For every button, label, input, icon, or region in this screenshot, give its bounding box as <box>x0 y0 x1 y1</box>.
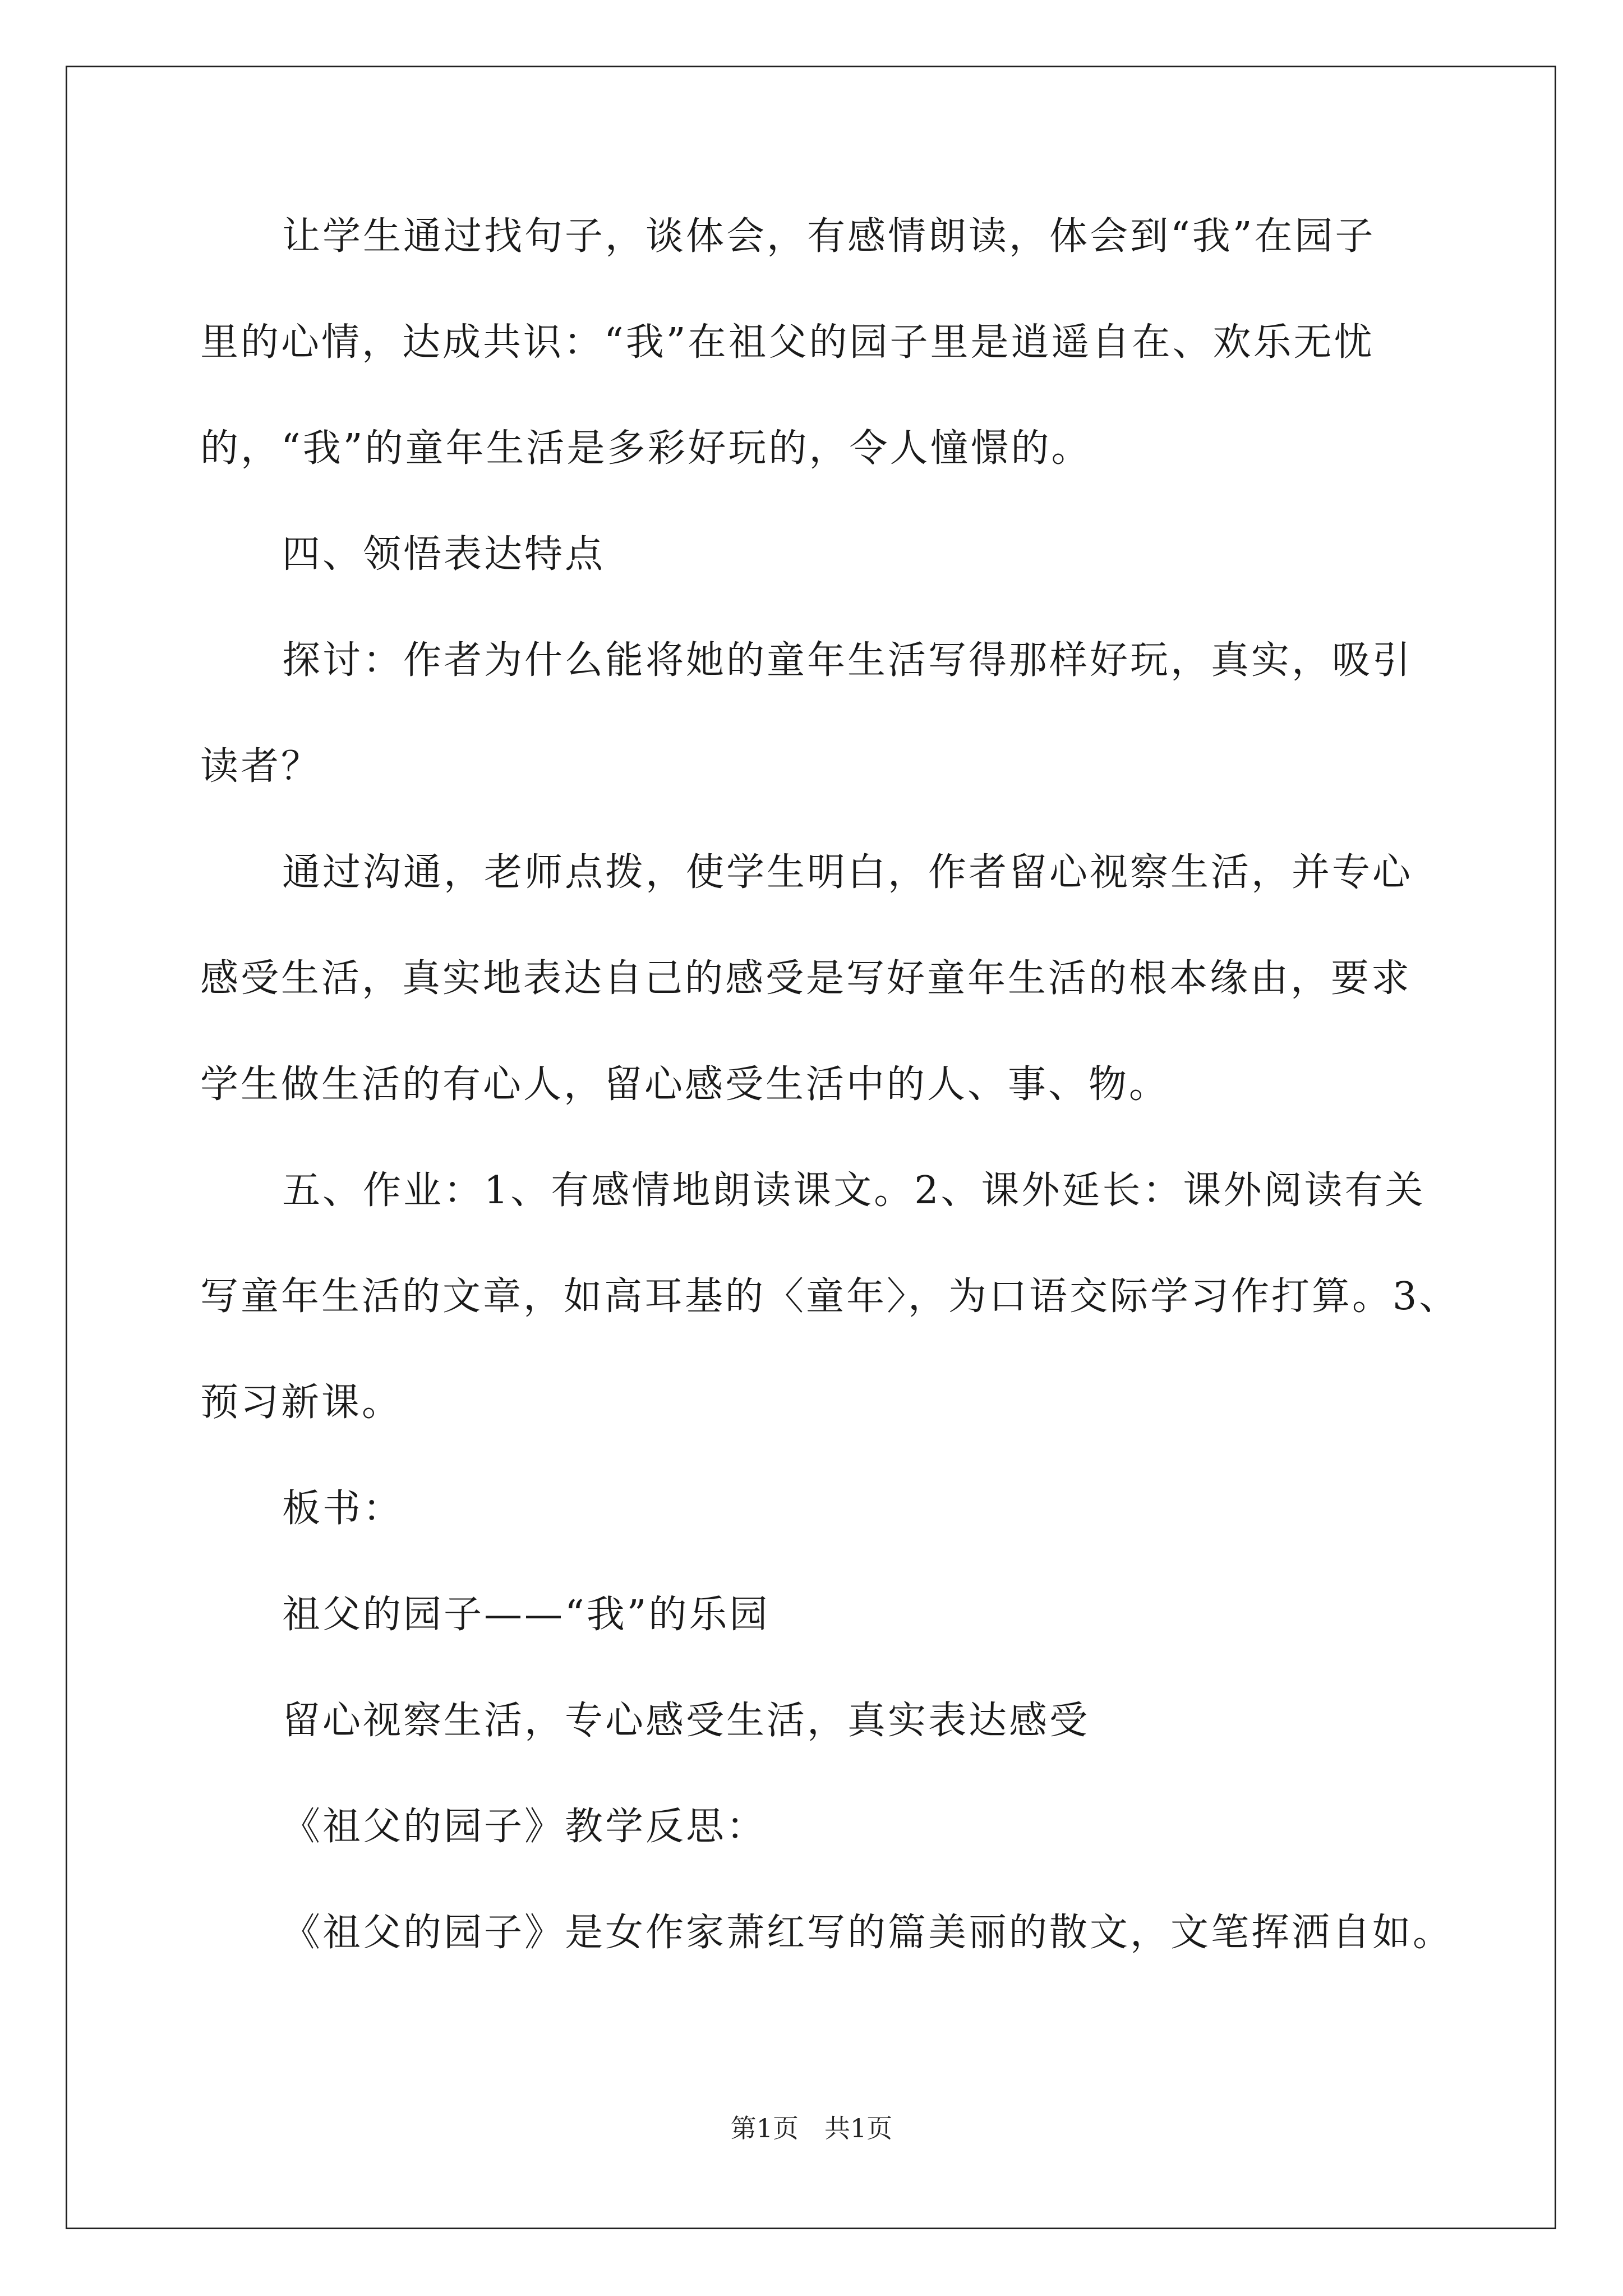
page-number-footer: 第1页 共1页 <box>730 2113 893 2143</box>
paragraph-line: 五、作业：1、有感情地朗读课文。2、课外延长：课外阅读有关 <box>282 1168 1426 1213</box>
paragraph-line: 探讨：作者为什么能将她的童年生活写得那样好玩，真实，吸引 <box>282 638 1413 683</box>
section-heading: 四、领悟表达特点 <box>282 532 606 577</box>
paragraph-line: 预习新课。 <box>200 1381 403 1425</box>
paragraph-line: 感受生活，真实地表达自己的感受是写好童年生活的根本缘由，要求 <box>200 956 1412 1001</box>
paragraph-line: 板书： <box>282 1487 404 1531</box>
paragraph-line: 《祖父的园子》是女作家萧红写的篇美丽的散文，文笔挥洒自如。 <box>282 1911 1454 1955</box>
paragraph-line: 让学生通过找句子，谈体会，有感情朗读，体会到“我”在园子 <box>282 214 1376 259</box>
paragraph-line: 写童年生活的文章，如高耳基的〈童年〉，为口语交际学习作打算。3、 <box>200 1274 1460 1319</box>
paragraph-line: 读者？ <box>200 744 322 789</box>
paragraph-line: 学生做生活的有心人，留心感受生活中的人、事、物。 <box>200 1062 1170 1107</box>
paragraph-line: 里的心情，达成共识：“我”在祖父的园子里是逍遥自在、欢乐无忧 <box>200 320 1375 365</box>
paragraph-line: 通过沟通，老师点拨，使学生明白，作者留心视察生活，并专心 <box>282 850 1413 895</box>
paragraph-line: 《祖父的园子》教学反思： <box>282 1805 767 1849</box>
paragraph-line: 的，“我”的童年生活是多彩好玩的，令人憧憬的。 <box>200 426 1092 471</box>
paragraph-line: 留心视察生活，专心感受生活，真实表达感受 <box>282 1699 1090 1743</box>
paragraph-line: 祖父的园子——“我”的乐园 <box>282 1593 770 1637</box>
